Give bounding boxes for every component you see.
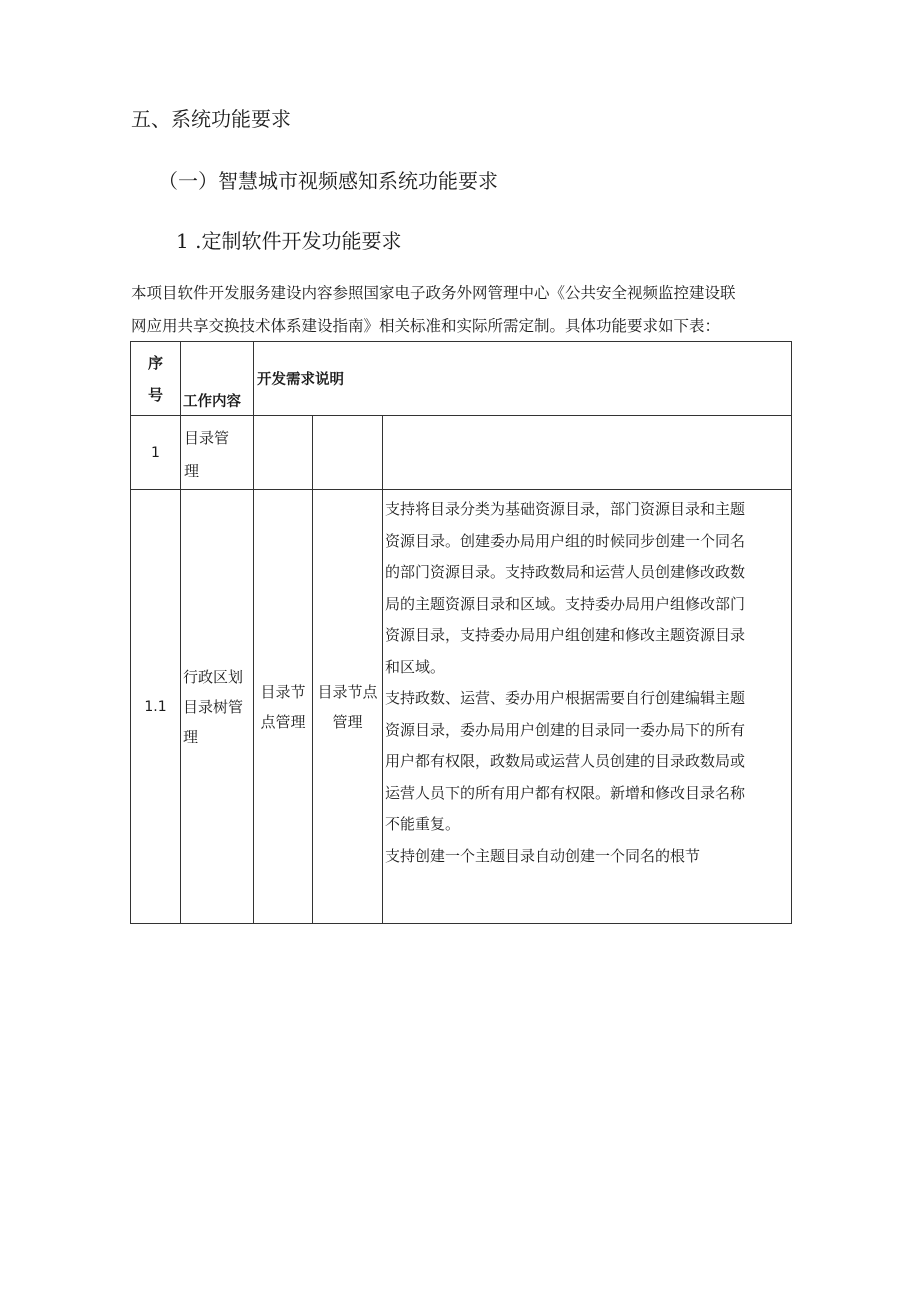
row-number: 1.1 xyxy=(131,490,181,924)
description-line: 不能重复。 xyxy=(385,815,461,833)
description-line: 的部门资源目录。支持政数局和运营人员创建修改政数 xyxy=(385,563,746,581)
description-line: 资源目录，委办局用户创建的目录同一委办局下的所有 xyxy=(385,720,746,739)
description-line: 支持政数、运营、委办用户根据需要自行创建编辑主题 xyxy=(385,689,746,707)
description-line: 支持创建一个主题目录自动创建一个同名的根节 xyxy=(385,846,701,865)
description-line: 支持将目录分类为基础资源目录，部门资源目录和主题 xyxy=(385,500,746,518)
work-line: 行政区划 xyxy=(183,667,244,686)
description-line: 资源目录。创建委办局用户组的时候同步创建一个同名 xyxy=(385,531,746,550)
row-work-content xyxy=(181,490,254,924)
empty-cell xyxy=(254,416,313,490)
description-line: 局的主题资源目录和区域。支持委办局用户组修改部门 xyxy=(385,594,746,613)
requirements-table xyxy=(130,341,792,924)
work-line: 目录树管 xyxy=(183,697,244,716)
header-work-content: 工作内容 xyxy=(181,342,254,416)
section-heading: 五、系统功能要求 xyxy=(131,107,291,131)
table-row xyxy=(131,490,792,924)
header-serial-number xyxy=(131,342,181,416)
header-description: 开发需求说明 xyxy=(254,342,792,416)
row-number: 1 xyxy=(131,416,181,490)
row-work-content xyxy=(181,416,254,490)
description-line: 资源目录，支持委办局用户组创建和修改主题资源目录 xyxy=(385,626,746,644)
work-line: 理 xyxy=(184,462,200,480)
table-header-row xyxy=(131,342,792,416)
description-line: 用户都有权限，政数局或运营人员创建的目录政数局或 xyxy=(385,752,746,770)
intro-line: 本项目软件开发服务建设内容参照国家电子政务外网管理中心《公共安全视频监控建设联 xyxy=(131,284,736,302)
empty-cell xyxy=(383,416,792,490)
row-description xyxy=(383,490,792,924)
table-row xyxy=(131,416,792,490)
row-sub-item xyxy=(254,490,313,924)
header-serial-line: 号 xyxy=(147,385,163,404)
header-serial-line: 序 xyxy=(147,353,163,372)
intro-line: 网应用共享交换技术体系建设指南》相关标准和实际所需定制。具体功能要求如下表： xyxy=(131,317,721,335)
function-line: 目录节点 xyxy=(317,682,378,701)
item-heading: 1 .定制软件开发功能要求 xyxy=(176,229,402,253)
work-line: 目录管 xyxy=(184,429,230,447)
sub-item-line: 点管理 xyxy=(260,712,306,731)
description-line: 运营人员下的所有用户都有权限。新增和修改目录名称 xyxy=(385,783,746,802)
function-line: 管理 xyxy=(332,712,363,731)
subsection-heading: （一）智慧城市视频感知系统功能要求 xyxy=(158,169,498,193)
work-line: 理 xyxy=(183,727,199,746)
description-line: 和区域。 xyxy=(385,657,446,676)
row-function xyxy=(313,490,383,924)
empty-cell xyxy=(313,416,383,490)
sub-item-line: 目录节 xyxy=(260,682,306,701)
intro-paragraph xyxy=(131,277,794,343)
